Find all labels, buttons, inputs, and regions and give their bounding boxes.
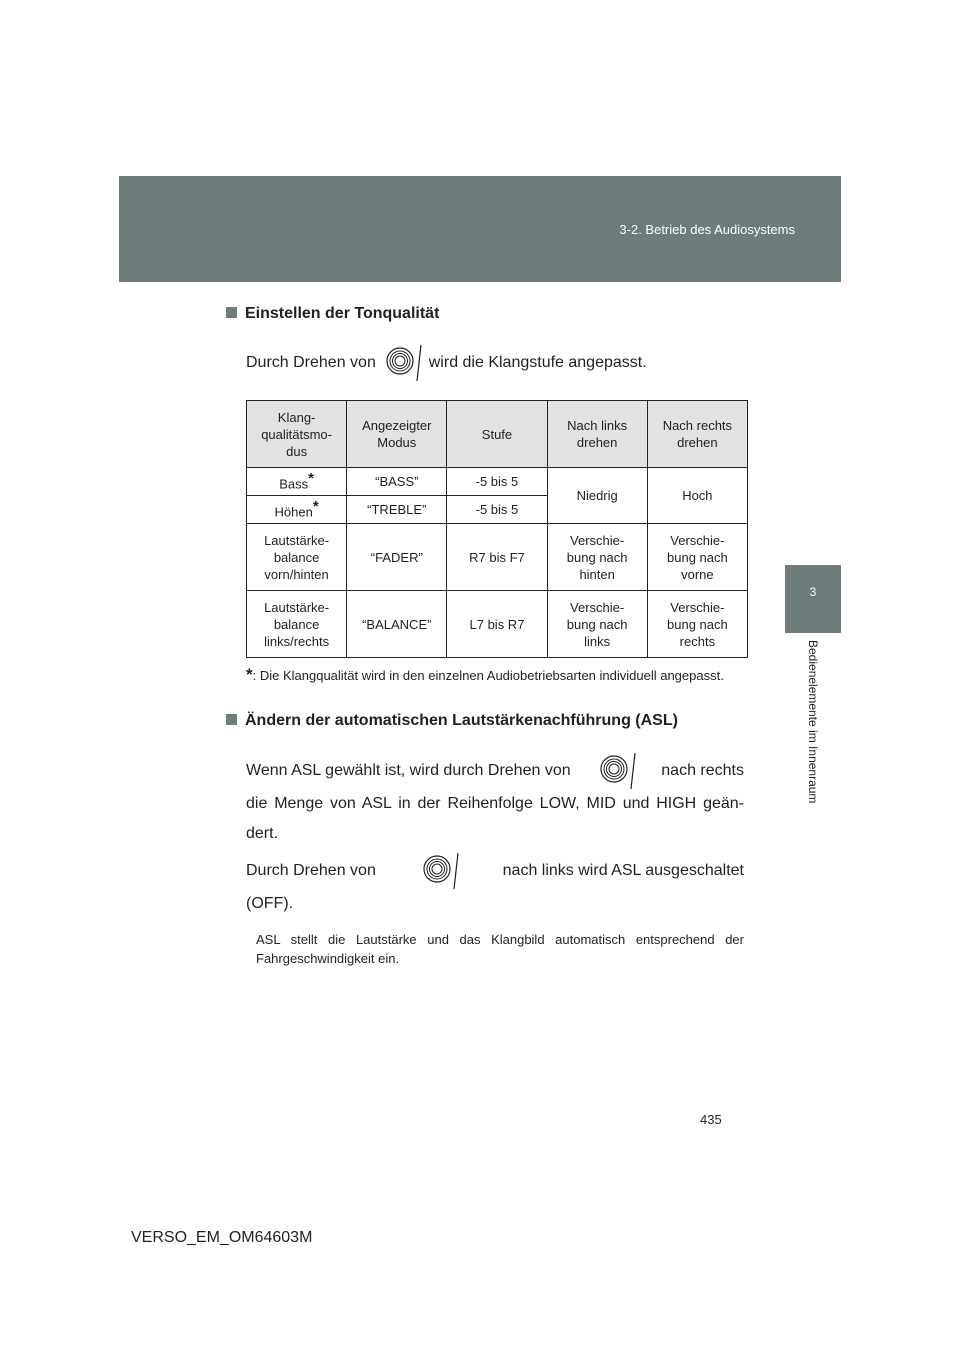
document-id: VERSO_EM_OM64603M bbox=[131, 1229, 313, 1246]
section2-p2-after: nach links wird ASL ausgeschaltet bbox=[502, 862, 744, 879]
section2-p2-rest: (OFF). bbox=[246, 895, 294, 912]
section1-text-before: Durch Drehen von bbox=[246, 354, 376, 372]
table-header-cell: Angezeigter Modus bbox=[347, 401, 447, 468]
table-header-cell: Stufe bbox=[447, 401, 547, 468]
table-header-cell: Klang- qualitätsmo- dus bbox=[247, 401, 347, 468]
table-cell: Verschie- bung nach vorne bbox=[647, 524, 747, 591]
footnote-text: : Die Klangqualität wird in den einzelnen Audiobetriebsarten individuell angepasst. bbox=[252, 668, 724, 683]
chapter-number: 3 bbox=[809, 585, 817, 599]
section2-heading bbox=[226, 712, 678, 730]
section-title: 3-2. Betrieb des Audiosystems bbox=[619, 222, 795, 237]
section1-paragraph bbox=[246, 343, 766, 383]
asterisk: * bbox=[308, 470, 314, 488]
table-cell: Verschie- bung nach rechts bbox=[647, 591, 747, 658]
table-cell bbox=[247, 496, 347, 524]
section2-p1-rest: die Menge von ASL in der Reihenfolge LOW, MID und HIGH geän-dert. bbox=[246, 795, 744, 842]
footnote bbox=[246, 665, 744, 685]
knob-icon bbox=[384, 343, 424, 383]
table-cell: “FADER” bbox=[347, 524, 447, 591]
table-cell: R7 bis F7 bbox=[447, 524, 547, 591]
table-row bbox=[247, 524, 748, 591]
bullet-square-icon bbox=[226, 307, 237, 318]
section1-text-after: wird die Klangstufe angepasst. bbox=[428, 354, 647, 372]
sound-quality-table bbox=[246, 400, 748, 658]
section2-heading-text: Ändern der automatischen Lautstärkenachführung (ASL) bbox=[245, 712, 678, 729]
cell-text: Bass bbox=[279, 476, 309, 492]
table-header-row bbox=[247, 401, 748, 468]
table-row bbox=[247, 468, 748, 496]
page-number: 435 bbox=[700, 1112, 722, 1127]
section1-heading-text: Einstellen der Tonqualität bbox=[245, 305, 440, 322]
section2-p2-before: Durch Drehen von bbox=[246, 862, 376, 879]
chapter-label-container bbox=[785, 640, 841, 840]
section2-paragraph1 bbox=[246, 755, 744, 849]
table-cell: Lautstärke- balance links/rechts bbox=[247, 591, 347, 658]
chapter-tab bbox=[785, 565, 841, 633]
table-cell: Verschie- bung nach links bbox=[547, 591, 647, 658]
table-cell: L7 bis R7 bbox=[447, 591, 547, 658]
table-header-cell: Nach links drehen bbox=[547, 401, 647, 468]
section2-p1-before: Wenn ASL gewählt ist, wird durch Drehen von bbox=[246, 762, 571, 779]
table-cell: Niedrig bbox=[547, 468, 647, 524]
table-cell: “BASS” bbox=[347, 468, 447, 496]
table-cell: “TREBLE” bbox=[347, 496, 447, 524]
table-cell: “BALANCE” bbox=[347, 591, 447, 658]
table-cell: Hoch bbox=[647, 468, 747, 524]
chapter-label: Bedienelemente im Innenraum bbox=[806, 640, 820, 804]
knob-icon bbox=[598, 751, 638, 791]
table-cell: Verschie- bung nach hinten bbox=[547, 524, 647, 591]
section1-heading bbox=[226, 305, 439, 323]
section2-paragraph2 bbox=[246, 855, 744, 919]
asterisk: * bbox=[312, 498, 319, 516]
bullet-square-icon bbox=[226, 714, 237, 725]
table-cell: -5 bis 5 bbox=[447, 496, 547, 524]
footnote-marker: * bbox=[246, 665, 253, 684]
knob-icon bbox=[421, 851, 461, 891]
table-cell bbox=[247, 468, 347, 496]
asl-note: ASL stellt die Lautstärke und das Klangbild automatisch entsprechend der Fahrgeschwindigkeit ein. bbox=[256, 932, 744, 966]
cell-text: Höhen bbox=[274, 504, 313, 520]
table-cell: Lautstärke- balance vorn/hinten bbox=[247, 524, 347, 591]
section2-p1-after: nach rechts bbox=[661, 762, 744, 779]
table-header-cell: Nach rechts drehen bbox=[647, 401, 747, 468]
header-band bbox=[119, 176, 841, 282]
table-row bbox=[247, 591, 748, 658]
table-cell: -5 bis 5 bbox=[447, 468, 547, 496]
